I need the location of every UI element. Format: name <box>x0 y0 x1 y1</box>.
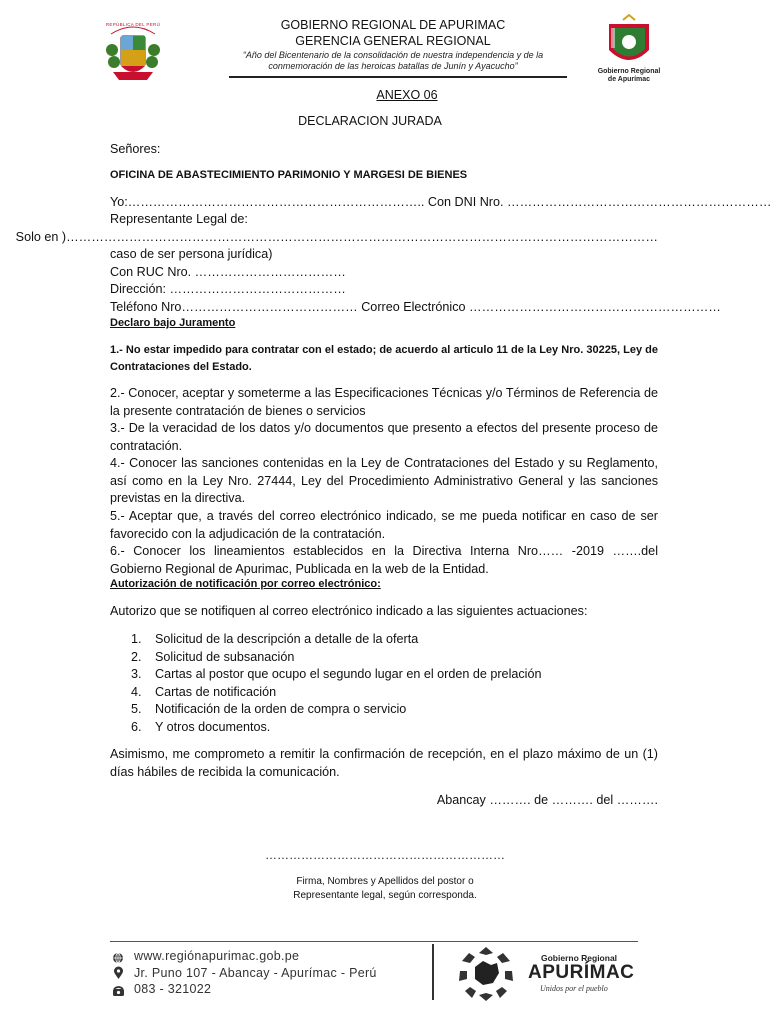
list-item <box>131 649 294 667</box>
list-item-number: 1. <box>131 632 142 646</box>
header-motto1: “Año del Bicentenario de la consolidación de nuestra independencia y de la <box>242 50 544 60</box>
footer-brand-small: Gobierno Regional <box>541 953 618 963</box>
list-item-number: 6. <box>131 720 142 734</box>
list-item-text: Cartas de notificación <box>155 685 277 699</box>
yo-dni-line: Yo:…………………………………………………………….. Con DNI Nro. ……………………………………………………… <box>110 195 771 209</box>
declaro-heading: Declaro bajo Juramento <box>110 317 236 329</box>
signature-caption-1: Firma, Nombres y Apellidos del postor o <box>296 876 474 887</box>
footer-brand-name: APURÍMAC <box>528 962 635 983</box>
footer-divider <box>432 944 434 1000</box>
list-item-text: Solicitud de subsanación <box>155 650 295 664</box>
list-item-number: 2. <box>131 650 142 664</box>
office-name: OFICINA DE ABASTECIMIENTO PARIMONIO Y MARGESI DE BIENES <box>110 169 468 181</box>
footer-address: Jr. Puno 107 - Abancay - Apurímac - Perú <box>134 966 377 980</box>
list-item-text: Y otros documentos. <box>155 720 271 734</box>
asimismo-paragraph: Asimismo, me comprometo a remitir la confirmación de recepción, en el plazo máximo de un (1) días hábiles de recibida la comunicación. <box>110 747 658 779</box>
list-item <box>131 701 406 719</box>
header-line1: GOBIERNO REGIONAL DE APURIMAC <box>280 18 506 32</box>
representante-dots-line: ……………………………………………………………………………………………………………………………( Solo en <box>15 230 658 244</box>
footer-phone: 083 - 321022 <box>134 982 212 996</box>
list-item-number: 3. <box>131 667 142 681</box>
list-item-number: 4. <box>131 685 142 699</box>
autorizo-text: Autorizo que se notifiquen al correo electrónico indicado a las siguientes actuaciones: <box>110 604 588 618</box>
footer-brand-tagline: Unidos por el pueblo <box>540 984 608 993</box>
location-pin-icon <box>113 966 124 985</box>
footer-rule <box>110 941 638 942</box>
telefono-correo-line: Teléfono Nro…………………………………… Correo Electrónico …………………………………………………… <box>110 300 721 314</box>
header-rule <box>229 76 567 78</box>
right-logo-caption <box>592 68 666 84</box>
salutation: Señores: <box>110 142 161 156</box>
header-line2: GERENCIA GENERAL REGIONAL <box>295 34 491 48</box>
phone-icon <box>112 984 125 1002</box>
apurimac-map-emblem-icon <box>455 945 517 1008</box>
list-item-text: Solicitud de la descripción a detalle de la oferta <box>155 632 419 646</box>
document-title: DECLARACION JURADA <box>298 114 442 128</box>
signature-line: …………………………………………………… <box>265 848 505 862</box>
list-item <box>131 666 541 684</box>
list-item <box>131 631 418 649</box>
autorizacion-heading: Autorización de notificación por correo electrónico: <box>110 578 381 590</box>
representante-legal-label: Representante Legal de: <box>110 212 248 226</box>
right-logo-caption-line1: Gobierno Regional <box>597 68 661 75</box>
direccion-line: Dirección: …………………………………… <box>110 282 346 296</box>
declaration-item-6: 6.- Conocer los lineamientos establecidos en la Directiva Interna Nro…… -2019 …….del Gobierno Regional de Apurimac, Publicada en la web de la Entidad. <box>110 544 658 576</box>
apurimac-regional-logo <box>603 14 655 70</box>
date-place-line: Abancay ………. de ………. del ………. <box>436 793 658 807</box>
annex-number: ANEXO 06 <box>376 88 438 102</box>
declaration-item-5: 5.- Aceptar que, a través del correo electrónico indicado, se me pueda notificar en caso de ser favorecido con la adjudicación de la contratación. <box>110 509 658 541</box>
list-item-text: Notificación de la orden de compra o servicio <box>155 702 407 716</box>
list-item <box>131 684 276 702</box>
declaration-item-1: 1.- No estar impedido para contratar con el estado; de acuerdo al articulo 11 de la Ley Nro. 30225, Ley de Contrataciones del Estado. <box>110 344 658 373</box>
footer-website[interactable]: www.regiónapurimac.gob.pe <box>134 949 300 963</box>
peru-seal-text: REPÚBLICA DEL PERÚ <box>105 22 161 27</box>
declaration-item-4: 4.- Conocer las sanciones contenidas en la Ley de Contrataciones del Estado y su Reglamento, así como en la Ley Nro. 27444, Ley del Procedimiento Administrativo General y las sanciones previstas en la directiva. <box>110 456 658 505</box>
persona-juridica-note: caso de ser persona jurídica) <box>110 247 273 261</box>
peru-seal-logo <box>103 22 163 84</box>
declaration-item-2: 2.- Conocer, aceptar y someterme a las Especificaciones Técnicas y/o Términos de Referencia de la presente contratación de bienes o servicios <box>110 386 658 418</box>
declaration-item-3: 3.- De la veracidad de los datos y/o documentos que presento a efectos del presente proceso de contratación. <box>110 421 658 453</box>
header-motto2: conmemoración de las heroicas batallas de Junín y Ayacucho” <box>268 61 518 71</box>
list-item <box>131 719 270 737</box>
list-item-number: 5. <box>131 702 142 716</box>
right-logo-caption-line2: de Apurímac <box>607 76 651 83</box>
list-item-text: Cartas al postor que ocupo el segundo lugar en el orden de prelación <box>155 667 542 681</box>
ruc-line: Con RUC Nro. ……………………………… <box>110 265 346 279</box>
signature-caption-2: Representante legal, según corresponda. <box>293 890 477 901</box>
